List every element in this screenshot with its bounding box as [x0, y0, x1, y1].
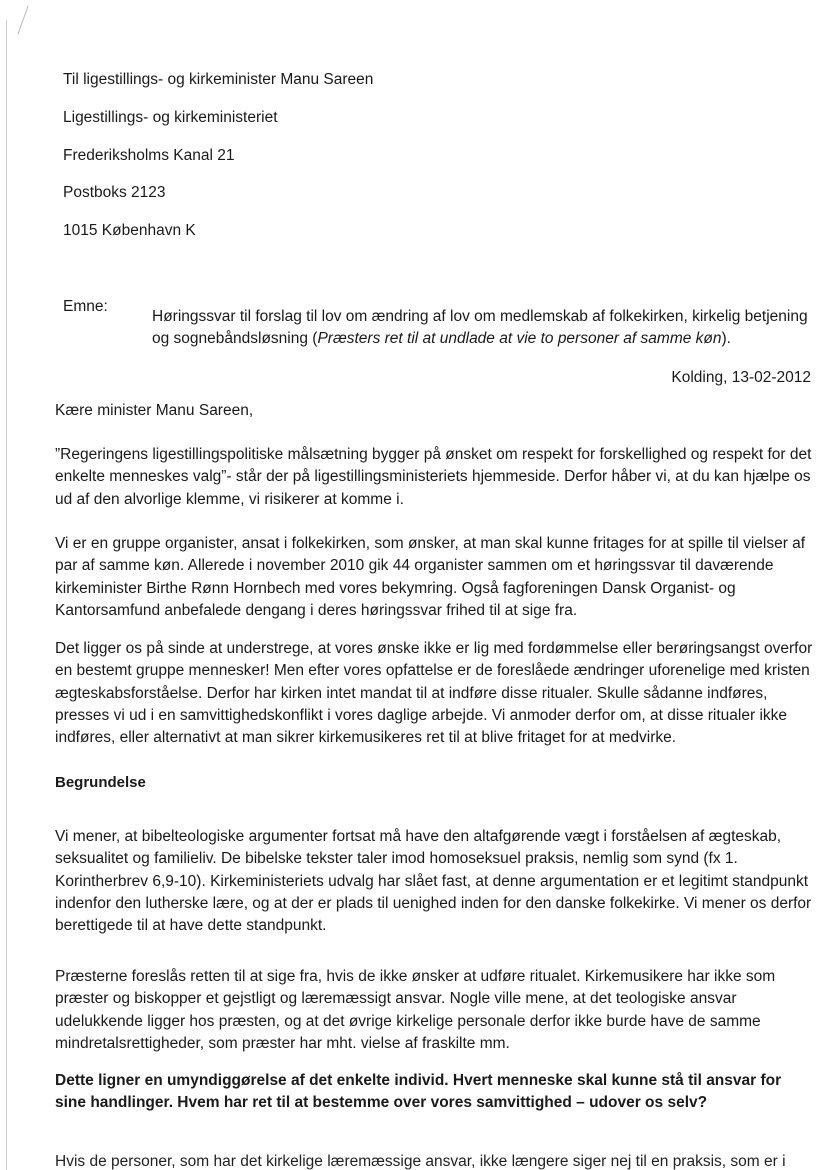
scan-edge-line [6, 20, 7, 1170]
scan-corner-mark [17, 6, 45, 41]
paragraph-3: Det ligger os på sinde at understrege, at vores ønske ikke er lig med fordømmelse eller berøringsangst overfor en bestemt gruppe mennesker! Men efter vores opfattelse er de foreslåede ændringer uforenelige med kristen ægteskabsforståelse. Derfor har kirken intet mandat til at indføre disse ritualer. Skulle sådanne indføres, presses vi ud i en samvittighedskonflikt i vores daglige arbejde. Vi anmoder derfor om, at disse ritualer ikke indføres, eller alternativt at man sikrer kirkemusikeres ret til at blive fritaget for at medvirke. [55, 640, 813, 747]
paragraph-2: Vi er en gruppe organister, ansat i folkekirken, som ønsker, at man skal kunne fritages for at spille til vielser af par af samme køn. Allerede i november 2010 gik 44 organister sammen om et høringssvar til daværende kirkeminister Birthe Rønn Hornbech med vores bekymring. Også fagforeningen Dansk Organist- og Kantorsamfund anbefalede dengang i deres høringssvar frihed til at sige fra. [55, 535, 806, 619]
ministry-line: Ligestillings- og kirkeministeriet [63, 109, 278, 126]
salutation: Kære minister Manu Sareen, [55, 402, 254, 419]
subject-label: Emne: [63, 298, 108, 315]
letter-date: Kolding, 13-02-2012 [671, 369, 811, 386]
postbox-line: Postboks 2123 [63, 184, 166, 201]
subject-text [152, 306, 812, 350]
street-line: Frederiksholms Kanal 21 [63, 147, 235, 164]
subject-italic: Præsters ret til at undlade at vie to personer af samme køn [317, 330, 722, 347]
bold-paragraph: Dette ligner en umyndiggørelse af det enkelte individ. Hvert menneske skal kunne stå til ansvar for sine handlinger. Hvem har ret til at bestemme over vores samvittighed – udover os selv? [55, 1072, 782, 1111]
paragraph-5: Præsterne foreslås retten til at sige fra, hvis de ikke ønsker at udføre ritualet. Kirkemusikere har ikke som præster og biskopper et gejstligt og læremæssigt ansvar. Nogle ville mene, at det teologiske ansvar udelukkende ligger hos præsten, og at det øvrige kirkelige personale derfor ikke burde have de samme mindretalsrettigheder, som præster har mht. vielse af fraskilte mm. [55, 968, 776, 1052]
city-line: 1015 København K [63, 222, 196, 239]
subject-plain: Høringssvar til forslag til lov om ændring af lov om medlemskab af folkekirken, kirkelig betjening og sognebåndsløsning ( [152, 308, 808, 347]
paragraph-1: ”Regeringens ligestillingspolitiske målsætning bygger på ønsket om respekt for forskellighed og respekt for det enkelte menneskes valg”- står der på ligestillingsministeriets hjemmeside. Derfor håber vi, at du kan hjælpe os ud af den alvorlige klemme, vi risikerer at komme i. [55, 446, 812, 508]
section-heading: Begrundelse [55, 774, 146, 791]
recipient-line: Til ligestillings- og kirkeminister Manu Sareen [63, 71, 374, 88]
cut-off-line: Hvis de personer, som har det kirkelige læremæssige ansvar, ikke længere siger nej til en praksis, som er i [55, 1153, 786, 1170]
paragraph-4: Vi mener, at bibelteologiske argumenter fortsat må have den altafgørende vægt i forståelsen af ægteskab, seksualitet og familieliv. De bibelske tekster taler imod homoseksuel praksis, nemlig som synd (fx 1. Korintherbrev 6,9-10). Kirkeministeriets udvalg har slået fast, at denne argumentation er et legitimt standpunkt indenfor den lutherske lære, og at der er plads til uenighed inden for den danske folkekirke. Vi mener os derfor berettigede til at have dette standpunkt. [55, 828, 812, 935]
subject-end: ). [721, 330, 731, 347]
